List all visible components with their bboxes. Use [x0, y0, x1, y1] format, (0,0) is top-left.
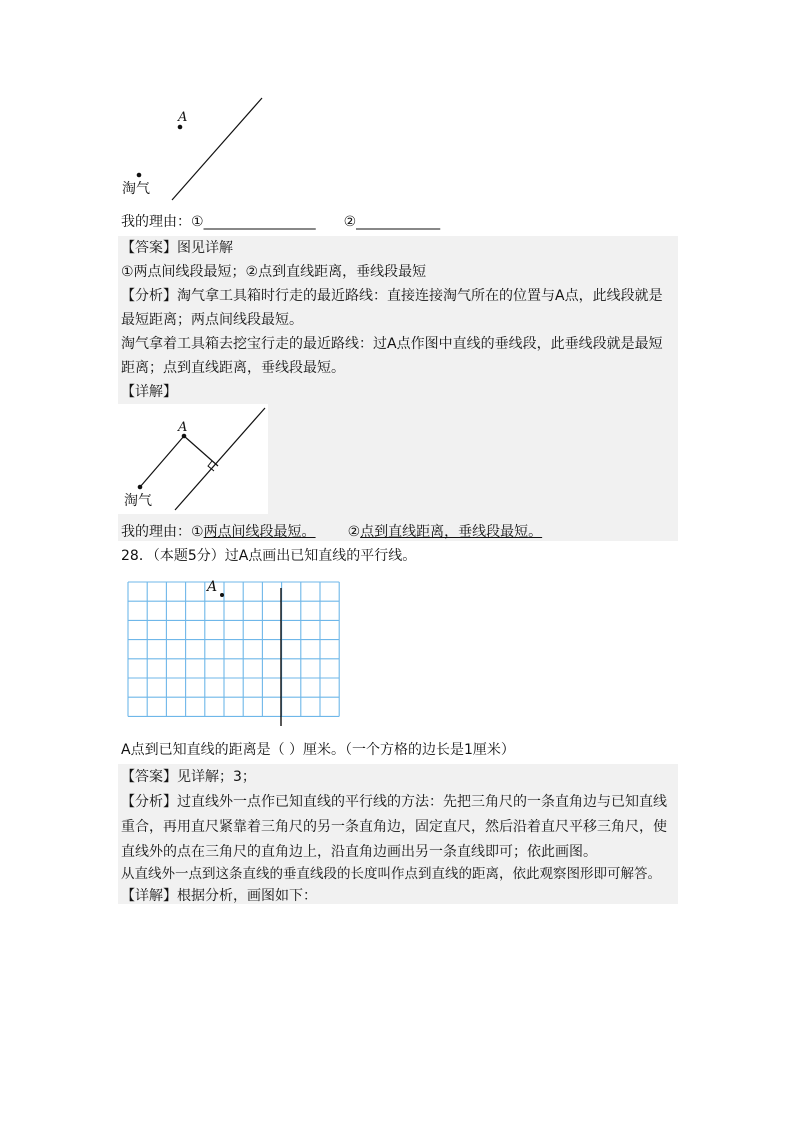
reason-answer-1: 两点间线段最短。: [203, 524, 316, 540]
figure-taoqi-line: [118, 92, 268, 204]
q27-reason-answer: 我的理由：①两点间线段最短。 ②点到直线距离，垂线段最短。: [121, 524, 543, 540]
q28-analysis-3: 直线外的点在三角尺的直角边上，沿直角边画出另一条直线即可；依此画图。: [121, 844, 597, 860]
q28-analysis-1: 【分析】过直线外一点作已知直线的平行线的方法：先把三角尺的一条直角边与已知直线: [121, 794, 667, 810]
reason-answer-2: 点到直线距离，垂线段最短。: [360, 524, 543, 540]
reason-blank-2[interactable]: ____________: [356, 214, 441, 230]
q27-analysis-4: 距离；点到直线距离，垂线段最短。: [121, 360, 345, 376]
reason-blank-1[interactable]: ________________: [203, 214, 316, 230]
analysis-label: 【分析】: [121, 288, 177, 304]
q28-analysis-4: 从直线外一点到这条直线的垂直线段的长度叫作点到直线的距离，依此观察图形即可解答。: [121, 866, 661, 882]
q28-analysis-2: 重合，再用直尺紧靠着三角尺的另一条直角边，固定直尺，然后沿着直尺平移三角尺，使: [121, 819, 667, 835]
point-a-label: A: [178, 110, 188, 125]
point-taoqi: [138, 485, 143, 490]
taoqi-label: 淘气: [122, 181, 150, 197]
q27-analysis-1: 【分析】淘气拿工具箱时行走的最近路线：直接连接淘气所在的位置与A点，此线段就是: [121, 288, 663, 304]
answer-label: 【答案】: [121, 240, 177, 256]
reason-mid: ②: [343, 214, 357, 230]
q27-detail-label: 【详解】: [121, 384, 177, 400]
grid-figure: [124, 574, 344, 732]
point-a: [178, 125, 183, 130]
taoqi-label: 淘气: [124, 493, 152, 509]
q28-question: 28．（本题5分）过A点画出已知直线的平行线。: [121, 548, 417, 564]
q27-analysis-2: 最短距离；两点间线段最短。: [121, 312, 303, 328]
reason-line: [121, 212, 440, 232]
grid-lines: [128, 582, 339, 716]
q27-analysis-3: 淘气拿着工具箱去挖宝行走的最近路线：过A点作图中直线的垂线段，此垂线段就是最短: [121, 336, 663, 352]
figure-solution-27: [118, 404, 268, 514]
q27-answer: [121, 238, 233, 258]
point-a-label: A: [178, 420, 188, 435]
point-taoqi: [137, 173, 142, 178]
q28-answer-text: 见详解；3；: [177, 769, 256, 785]
q27-answer-detail: ①两点间线段最短；②点到直线距离，垂线段最短: [121, 264, 427, 280]
q28-detail: 【详解】根据分析，画图如下：: [121, 888, 317, 904]
grid-point-a-label: A: [207, 579, 218, 595]
answer-text: 图见详解: [177, 240, 233, 256]
q28-answer: 【答案】见详解；3；: [121, 769, 256, 785]
reason-prefix: 我的理由：①: [121, 214, 204, 230]
q28-distance-question: A点到已知直线的距离是（ ）厘米。（一个方格的边长是1厘米）: [121, 742, 515, 758]
grid-point-a: [220, 593, 224, 597]
